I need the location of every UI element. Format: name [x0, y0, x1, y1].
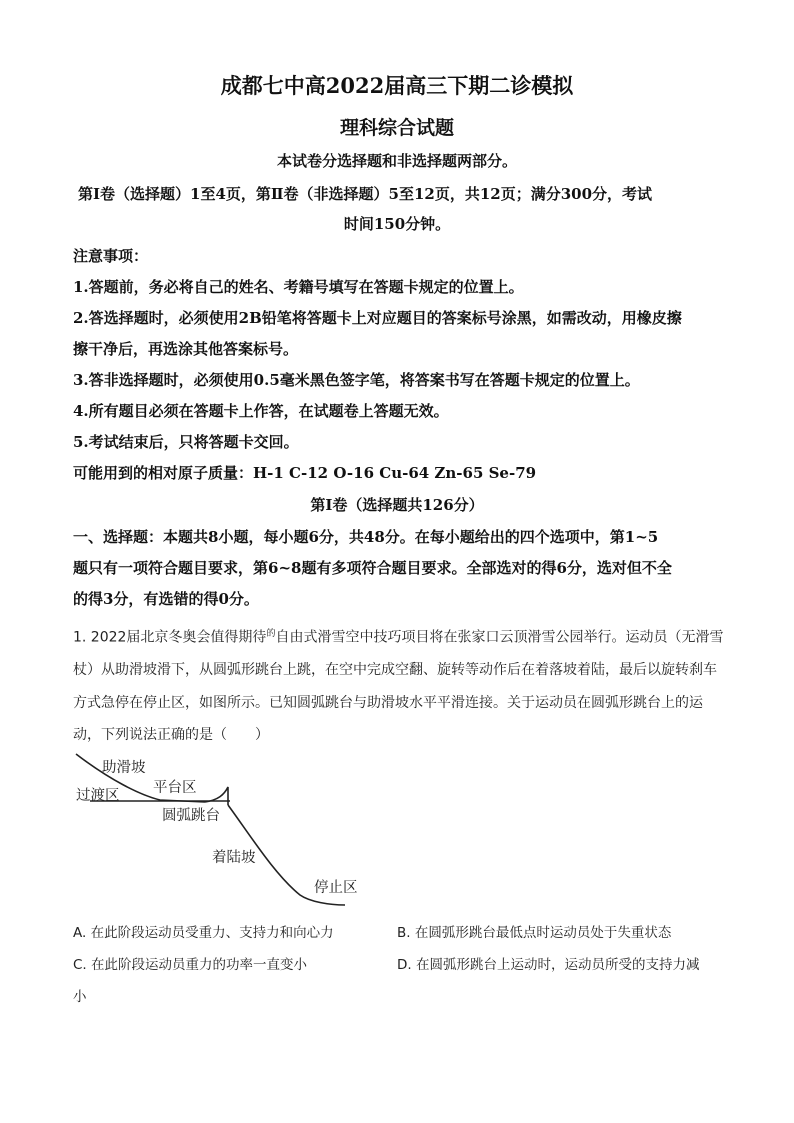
atomic-mass-line: 可能用到的相对原子质量：H-1 C-12 O-16 Cu-64 Zn-65 Se-79 — [73, 464, 537, 482]
q1-line-1 — [73, 626, 723, 647]
intro-line-2b: 时间150分钟。 — [343, 215, 451, 233]
label-tingzhiqu: 停止区 — [314, 880, 358, 896]
notice-item-5: 5.考试结束后，只将答题卡交回。 — [73, 433, 299, 451]
label-zhuolupo: 着陆坡 — [212, 850, 256, 866]
ramp-arc — [205, 787, 228, 805]
q1-option-c: C. 在此阶段运动员重力的功率一直变小 — [73, 957, 308, 973]
q1-option-a: A. 在此阶段运动员受重力、支持力和向心力 — [73, 925, 334, 941]
notice-item-2a: 2.答选择题时，必须使用2B铅笔将答题卡上对应题目的答案标号涂黑，如需改动，用橡皮擦 — [73, 309, 682, 327]
q1-line-1b: 自由式滑雪空中技巧项目将在张家口云顶滑雪公园举行。运动员（无滑雪 — [275, 629, 724, 646]
notice-item-1: 1.答题前，务必将自己的姓名、考籍号填写在答题卡规定的位置上。 — [73, 278, 524, 296]
label-yuanhutiaotai: 圆弧跳台 — [162, 808, 220, 824]
q1-line-1a: 1. 2022届北京冬奥会值得期待 — [73, 629, 267, 646]
q1-line-4: 动，下列说法正确的是（ ） — [73, 727, 269, 743]
section-desc-3: 的得3分，有选错的得0分。 — [73, 590, 259, 608]
section-heading: 第Ⅰ卷（选择题共126分） — [310, 496, 484, 514]
exam-title: 成都七中高2022届高三下期二诊模拟 — [220, 73, 574, 98]
label-guoduqu: 过渡区 — [76, 788, 120, 804]
q1-line-2: 杖）从助滑坡滑下，从圆弧形跳台上跳，在空中完成空翻、旋转等动作后在着落坡着陆，最后以旋转刹车 — [73, 662, 717, 678]
section-desc-2: 题只有一项符合题目要求，第6~8题有多项符合题目要求。全部选对的得6分，选对但不全 — [73, 559, 672, 577]
ski-jump-figure — [0, 740, 420, 910]
notice-item-4: 4.所有题目必须在答题卡上作答，在试题卷上答题无效。 — [73, 402, 449, 420]
exam-subtitle: 理科综合试题 — [339, 117, 454, 139]
label-pingtaiqu: 平台区 — [153, 780, 197, 796]
q1-option-d-continued: 小 — [73, 989, 87, 1005]
intro-line-2a: 第Ⅰ卷（选择题）1至4页，第Ⅱ卷（非选择题）5至12页，共12页；满分300分，考试 — [78, 185, 653, 203]
section-desc-1: 一、选择题：本题共8小题，每小题6分，共48分。在每小题给出的四个选项中，第1~5 — [73, 528, 659, 546]
notice-item-3: 3.答非选择题时，必须使用0.5毫米黑色签字笔，将答案书写在答题卡规定的位置上。 — [73, 371, 640, 389]
q1-option-d: D. 在圆弧形跳台上运动时，运动员所受的支持力减 — [397, 957, 700, 973]
notice-heading: 注意事项： — [73, 247, 149, 265]
label-zhuhuapo: 助滑坡 — [102, 760, 146, 776]
q1-line-3: 方式急停在停止区，如图所示。已知圆弧跳台与助滑坡水平平滑连接。关于运动员在圆弧形跳台上的运 — [73, 695, 703, 711]
q1-option-b: B. 在圆弧形跳台最低点时运动员处于失重状态 — [397, 925, 672, 941]
q1-line-1-sup: 的 — [266, 629, 276, 639]
notice-item-2b: 擦干净后，再选涂其他答案标号。 — [73, 340, 299, 358]
intro-line-1: 本试卷分选择题和非选择题两部分。 — [276, 152, 517, 170]
